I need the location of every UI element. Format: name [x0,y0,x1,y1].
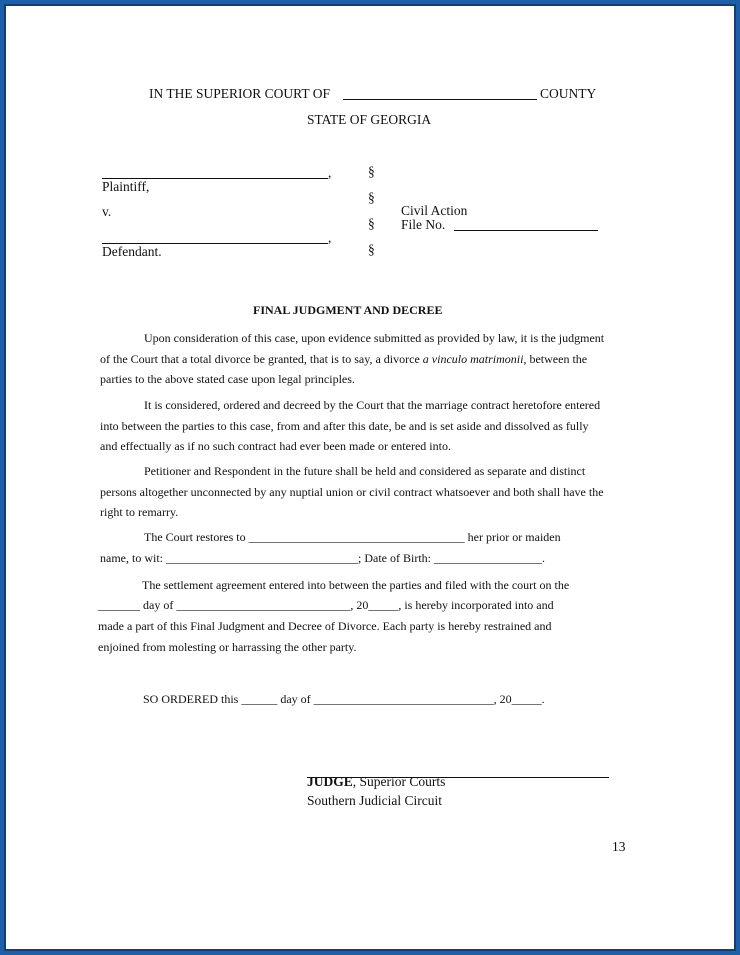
maiden-name-blank: ____________________________________ [248,530,465,544]
paragraph-5-line-3: made a part of this Final Judgment and Decree of Divorce. Each party is hereby restrained and [98,619,552,633]
section-symbol: § [368,216,375,231]
civil-action-label: Civil Action [401,203,468,218]
section-symbol: § [368,242,375,257]
state-title: STATE OF GEORGIA [307,112,432,127]
file-no-blank [454,230,598,231]
paragraph-1: Upon consideration of this case, upon evidence submitted as provided by law, it is the judgment of the Court that a total divorce be granted, that is to say, a divorce a vinculo matrimonii, between the parties to the above stated case upon legal principles. [100,331,605,386]
name-blank: ________________________________ [166,551,358,565]
latin-phrase: a vinculo matrimonii [422,351,524,366]
defendant-label: Defendant. [102,244,162,259]
paragraph-5-line-4: enjoined from molesting or harrassing the other party. [98,640,357,654]
judge-label: JUDGE [307,774,353,789]
county-blank [343,99,537,100]
paragraph-5-line-1: The settlement agreement entered into between the parties and filed with the court on the [142,578,570,592]
defendant-comma: , [328,230,332,245]
paragraph-4-line-2: name, to wit: ________________________________; Date of Birth: __________________. [100,551,545,565]
document-title: FINAL JUDGMENT AND DECREE [253,303,443,317]
paragraph-2: It is considered, ordered and decreed by the Court that the marriage contract heretofore entered into between the parties to this case, from and after this date, be and is set aside and dissolved as fully and effectually as if no such contract had ever been made or entered into. [100,398,601,453]
plaintiff-comma: , [328,165,332,180]
county-label: COUNTY [540,86,597,101]
judge-signature: JUDGE, Superior Courts [307,774,446,789]
circuit-label: Southern Judicial Circuit [307,793,442,808]
so-ordered-line: SO ORDERED this ______ day of ______________________________, 20_____. [143,692,545,706]
plaintiff-label: Plaintiff, [102,179,150,194]
versus-label: v. [102,204,112,219]
paragraph-3: Petitioner and Respondent in the future shall be held and considered as separate and distinct persons altogether unconnected by any nuptial union or civil contract whatsoever and both shall have the right to remarry. [100,464,604,519]
page-number: 13 [612,839,626,854]
court-line: IN THE SUPERIOR COURT OF [149,86,330,101]
section-symbol: § [368,164,375,179]
section-symbol: § [368,190,375,205]
paragraph-4-line-1: The Court restores to ____________________________________ her prior or maiden [144,530,561,544]
birth-date-blank: __________________. [433,551,545,565]
file-no-label: File No. [401,217,446,232]
paragraph-5-line-2: _______ day of _____________________________, 20_____, is hereby incorporated into and [98,598,554,612]
